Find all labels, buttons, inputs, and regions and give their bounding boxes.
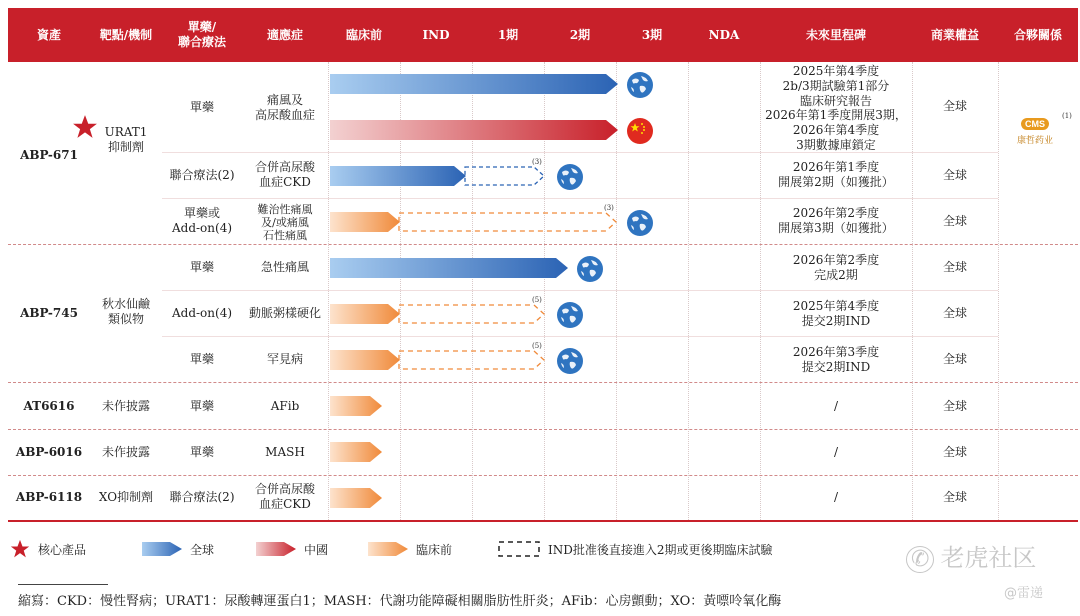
mode-abp745-3: 單藥: [189, 351, 214, 366]
header-asset: 資產: [36, 27, 61, 42]
rights-abp671-1: 全球: [942, 98, 967, 113]
rights-abp745-1: 全球: [942, 259, 967, 274]
legend-core-product: [10, 539, 86, 559]
target-abp6118: XO抑制劑: [98, 489, 154, 504]
mode-abp671-2: 聯合療法(2): [169, 167, 235, 182]
row-divider: [162, 336, 998, 337]
row-divider: [162, 290, 998, 291]
mode-abp6118: 聯合療法(2): [169, 489, 235, 504]
bar-abp745-global: [330, 258, 568, 278]
indication-abp671-2: 合併高尿酸 血症CKD: [254, 160, 315, 189]
table-bottom-border: [8, 520, 1078, 522]
indication-abp671-3: 難治性痛風 及/或痛風 石性痛風: [257, 202, 313, 242]
legend-global: [142, 539, 214, 559]
milestone-abp6016: /: [833, 444, 839, 459]
dashed-extension: [398, 350, 546, 370]
milestone-abp745-1: 2026年第2季度 完成2期: [792, 253, 880, 282]
indication-at6616: AFib: [270, 398, 300, 413]
legend-preclinical-label: 臨床前: [416, 542, 453, 557]
watermark-main: [906, 538, 1036, 573]
watermark-main-text: 老虎社区: [940, 544, 1037, 572]
legend-global-label: 全球: [190, 542, 215, 557]
globe-icon: [626, 71, 654, 99]
footnote-marker: (5): [532, 296, 542, 304]
target-abp6016: 未作披露: [101, 444, 150, 459]
bar-at6616-preclinical: [330, 396, 382, 416]
milestone-abp671-2: 2026年第1季度 開展第2期（如獲批）: [778, 160, 894, 189]
mode-abp6016: 單藥: [189, 444, 214, 459]
globe-icon: [556, 163, 584, 191]
milestone-abp671-3: 2026年第2季度 開展第3期（如獲批）: [778, 206, 894, 235]
legend-dashed: [498, 539, 773, 559]
header-phase2: 2期: [569, 27, 591, 42]
indication-abp745-2: 動脈粥樣硬化: [248, 305, 321, 320]
header-indication: 適應症: [266, 27, 303, 42]
milestone-abp745-3: 2026年第3季度 提交2期IND: [792, 345, 880, 374]
bar-abp671-combo: [330, 166, 466, 186]
milestone-abp745-2: 2025年第4季度 提交2期IND: [792, 299, 880, 328]
china-flag-icon: [626, 117, 654, 145]
asset-at6616: AT6616: [23, 398, 75, 413]
legend-global-swatch: [142, 542, 182, 556]
column-divider: [688, 62, 689, 522]
mode-abp745-2: Add-on(4): [171, 305, 233, 320]
milestone-abp6118: /: [833, 489, 839, 504]
legend-china-label: 中國: [304, 542, 329, 557]
legend-dashed-swatch: [498, 541, 540, 557]
asset-abp6118: ABP-6118: [15, 489, 83, 504]
indication-abp745-1: 急性痛風: [260, 259, 309, 274]
partner-footnote-marker: (1): [1062, 112, 1072, 120]
bar-abp745-preclinical: [330, 304, 400, 324]
mode-abp671-1: 單藥: [189, 99, 214, 114]
legend-dashed-label: IND批准後直接進入2期或更後期臨床試驗: [548, 542, 773, 557]
pipeline-header: [8, 8, 1078, 62]
globe-icon: [576, 255, 604, 283]
header-partner: 合夥關係: [1013, 27, 1062, 42]
bar-abp671-global: [330, 74, 618, 94]
rights-abp6016: 全球: [942, 444, 967, 459]
column-divider: [328, 62, 329, 522]
bar-abp6118-preclinical: [330, 488, 382, 508]
header-phase1: 1期: [497, 27, 519, 42]
bar-abp6016-preclinical: [330, 442, 382, 462]
globe-icon: [556, 347, 584, 375]
mode-at6616: 單藥: [189, 398, 214, 413]
dashed-extension: [464, 166, 546, 186]
legend-preclinical-swatch: [368, 542, 408, 556]
footnote-marker: (3): [532, 158, 542, 166]
header-ind: IND: [422, 27, 450, 42]
header-target: 靶點/機制: [99, 27, 153, 42]
milestone-at6616: /: [833, 398, 839, 413]
legend-china-swatch: [256, 542, 296, 556]
header-mode: 單藥/ 聯合療法: [177, 20, 226, 49]
asset-abp6016: ABP-6016: [15, 444, 83, 459]
bar-abp745-preclinical: [330, 350, 400, 370]
group-divider: [8, 244, 1078, 245]
mode-abp745-1: 單藥: [189, 259, 214, 274]
legend-china: [256, 539, 328, 559]
column-divider: [998, 62, 999, 522]
abbreviation-footnote: 縮寫：CKD：慢性腎病；URAT1：尿酸轉運蛋白1；MASH：代謝功能障礙相關脂肪性肝炎；AFib：心房顫動；XO：黃嘌呤氧化酶: [18, 594, 782, 609]
rights-abp745-3: 全球: [942, 351, 967, 366]
footnote-marker: (5): [532, 342, 542, 350]
watermark-sub: @雷递: [1004, 586, 1044, 601]
milestone-abp671-1a: 2025年第4季度 2b/3期試驗第1部分 臨床研究報告: [782, 63, 890, 108]
header-phase3: 3期: [641, 27, 663, 42]
asset-abp671: ABP-671: [20, 147, 78, 162]
dashed-extension: [398, 304, 546, 324]
rights-abp745-2: 全球: [942, 305, 967, 320]
core-product-star-icon: [10, 539, 30, 559]
target-abp671: URAT1 抑制劑: [104, 125, 148, 154]
target-abp745: 秋水仙鹼 類似物: [101, 297, 150, 326]
rights-abp6118: 全球: [942, 489, 967, 504]
header-nda: NDA: [708, 27, 740, 42]
header-milestone: 未來里程碑: [805, 27, 866, 42]
globe-icon: [556, 301, 584, 329]
partner-logo-text: 康哲药业: [1016, 136, 1053, 146]
dashed-extension: [398, 212, 618, 232]
legend-core-label: 核心產品: [38, 542, 87, 557]
partner-logo-badge: CMS: [1021, 118, 1049, 130]
bar-abp671-preclinical: [330, 212, 400, 232]
mode-abp671-3: 單藥或 Add-on(4): [171, 206, 233, 235]
partner-logo-cms: [1010, 112, 1060, 148]
milestone-abp671-1b: 2026年第1季度開展3期， 2026年第4季度 3期數據庫鎖定: [765, 107, 907, 152]
indication-abp745-3: 罕見病: [266, 351, 303, 366]
indication-abp671-1: 痛風及 高尿酸血症: [254, 93, 315, 122]
group-divider: [8, 475, 1078, 476]
header-rights: 商業權益: [930, 27, 979, 42]
footnote-marker: (3): [604, 204, 614, 212]
group-divider: [8, 429, 1078, 430]
indication-abp6118: 合併高尿酸 血症CKD: [254, 482, 315, 511]
legend-preclinical: [368, 539, 452, 559]
row-divider: [162, 198, 998, 199]
bar-abp671-china: [330, 120, 618, 140]
watermark-logo-icon: ✆: [906, 546, 934, 573]
rights-abp671-3: 全球: [942, 213, 967, 228]
target-at6616: 未作披露: [101, 398, 150, 413]
rights-abp671-2: 全球: [942, 167, 967, 182]
asset-abp745: ABP-745: [20, 305, 78, 320]
indication-abp6016: MASH: [265, 444, 305, 459]
globe-icon: [626, 209, 654, 237]
footnote-rule: [18, 584, 108, 585]
group-divider: [8, 382, 1078, 383]
header-preclinical: 臨床前: [345, 27, 382, 42]
rights-at6616: 全球: [942, 398, 967, 413]
